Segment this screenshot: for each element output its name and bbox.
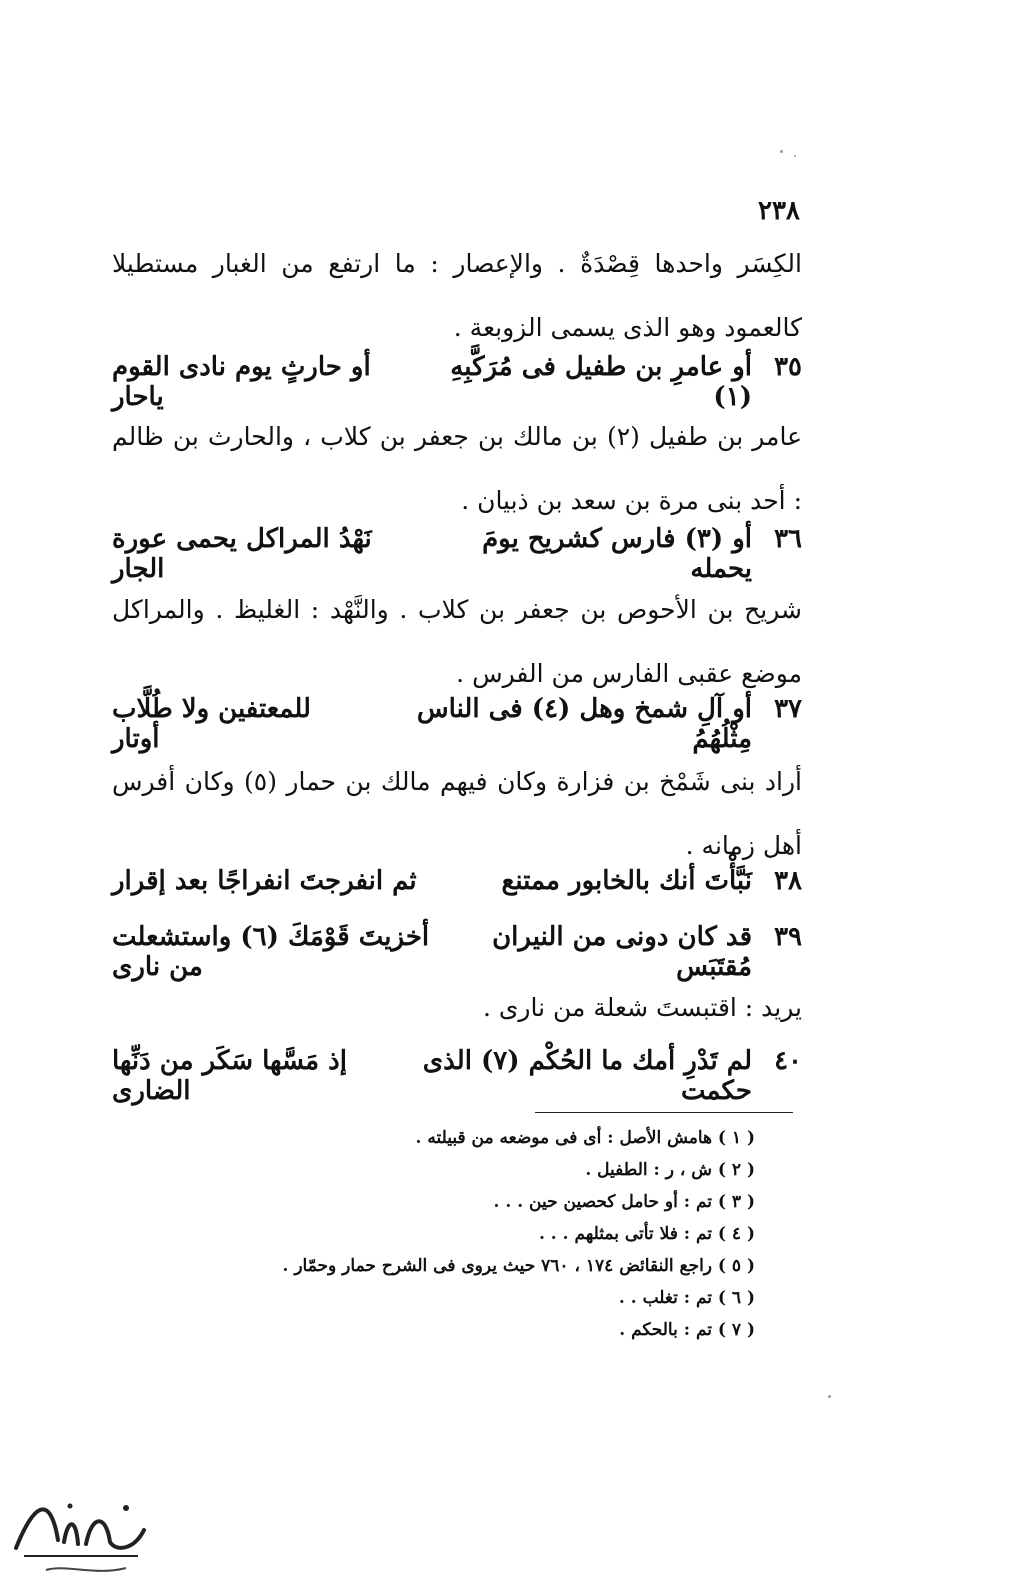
commentary-paragraph: أراد بنى شَمْخ بن فزارة وكان فيهم مالك بن حمار (٥) وكان أفرس أهل زمانه . bbox=[112, 767, 802, 860]
verse-first-hemistich: أو عامرِ بن طفيل فى مُرَكَّبِهِ (١) bbox=[450, 352, 752, 412]
scan-speck bbox=[828, 1395, 831, 1398]
footnote: ( ٧ ) تم : بالحكم . bbox=[619, 1320, 755, 1340]
verse-first-hemistich: أو (٣) فارس كشريح يومَ يحمله bbox=[482, 524, 752, 584]
footnote: ( ٤ ) تم : فلا تأتى بمثلهم . . . bbox=[538, 1224, 755, 1244]
verse-first-hemistich: قد كان دونى من النيران مُقتَبَس bbox=[492, 922, 752, 982]
footnotes bbox=[240, 1122, 755, 1346]
verse-second-hemistich: إذ مَسَّها سَكَر من دَنِّها الضارى bbox=[112, 1046, 347, 1106]
verse-second-hemistich: للمعتفين ولا طُلَّاب أوتار bbox=[112, 694, 311, 754]
commentary-paragraph: الكِسَر واحدها قِصْدَةٌ . والإعصار : ما ارتفع من الغبار مستطيلا كالعمود وهو الذى يسمى الزوبعة . bbox=[112, 249, 802, 342]
verse-number: ٣٩ bbox=[774, 922, 802, 952]
scan-speck bbox=[794, 155, 796, 157]
commentary-paragraph: عامر بن طفيل (٢) بن مالك بن جعفر بن كلاب ، والحارث بن ظالم : أحد بنى مرة بن سعد بن ذبيان . bbox=[112, 422, 802, 515]
verse-number: ٣٨ bbox=[774, 866, 802, 896]
commentary-paragraph: شريح بن الأحوص بن جعفر بن كلاب . والنَّهْد : الغليظ . والمراكل موضع عقبى الفارس من الفرس . bbox=[112, 595, 802, 688]
verse-number: ٣٥ bbox=[774, 352, 802, 382]
verse-second-hemistich: أو حارثٍ يوم نادى القوم ياحار bbox=[112, 352, 371, 412]
footnote: ( ١ ) هامش الأصل : أى فى موضعه من قبيلته . bbox=[415, 1128, 755, 1148]
footnote: ( ٥ ) راجع النقائض ١٧٤ ، ٧٦٠ حيث يروى فى الشرح حمار وحمّار . bbox=[282, 1256, 755, 1276]
footnote-separator bbox=[535, 1112, 793, 1113]
verse-first-hemistich: لم تَدْرِ أمك ما الحُكْم (٧) الذى حكمت bbox=[422, 1046, 752, 1106]
verse-second-hemistich: أخزيتَ قَوْمَكَ (٦) واستشعلت من نارى bbox=[112, 922, 430, 982]
footnote: ( ٢ ) ش ، ر : الطفيل . bbox=[585, 1160, 755, 1180]
verse-line bbox=[112, 694, 802, 754]
verse-number: ٣٧ bbox=[774, 694, 802, 724]
page-number: ٢٣٨ bbox=[758, 196, 800, 226]
verse-second-hemistich: نَهْدُ المراكل يحمى عورة الجار bbox=[112, 524, 372, 584]
verse-first-hemistich: أو آلِ شمخ وهل (٤) فى الناس مِثْلُهُمُ bbox=[416, 694, 752, 754]
footnote: ( ٣ ) تم : أو حامل كحصين حين . . . bbox=[493, 1192, 755, 1212]
verse-line bbox=[112, 524, 802, 584]
verse-line bbox=[112, 866, 802, 896]
footnote: ( ٦ ) تم : تغلب . . bbox=[618, 1288, 755, 1308]
verse-first-hemistich: نَبَّأْتَ أنك بالخابور ممتنع bbox=[501, 866, 752, 896]
library-stamp-logo bbox=[6, 1478, 156, 1588]
verse-line bbox=[112, 352, 802, 412]
verse-second-hemistich: ثم انفرجتَ انفراجًا بعد إقرار bbox=[111, 866, 417, 896]
verse-number: ٤٠ bbox=[774, 1046, 802, 1076]
scan-speck bbox=[780, 150, 783, 153]
verse-number: ٣٦ bbox=[774, 524, 802, 554]
verse-line bbox=[112, 1046, 802, 1106]
commentary-paragraph: يريد : اقتبستَ شعلة من نارى . bbox=[482, 993, 802, 1022]
verse-line bbox=[112, 922, 802, 982]
